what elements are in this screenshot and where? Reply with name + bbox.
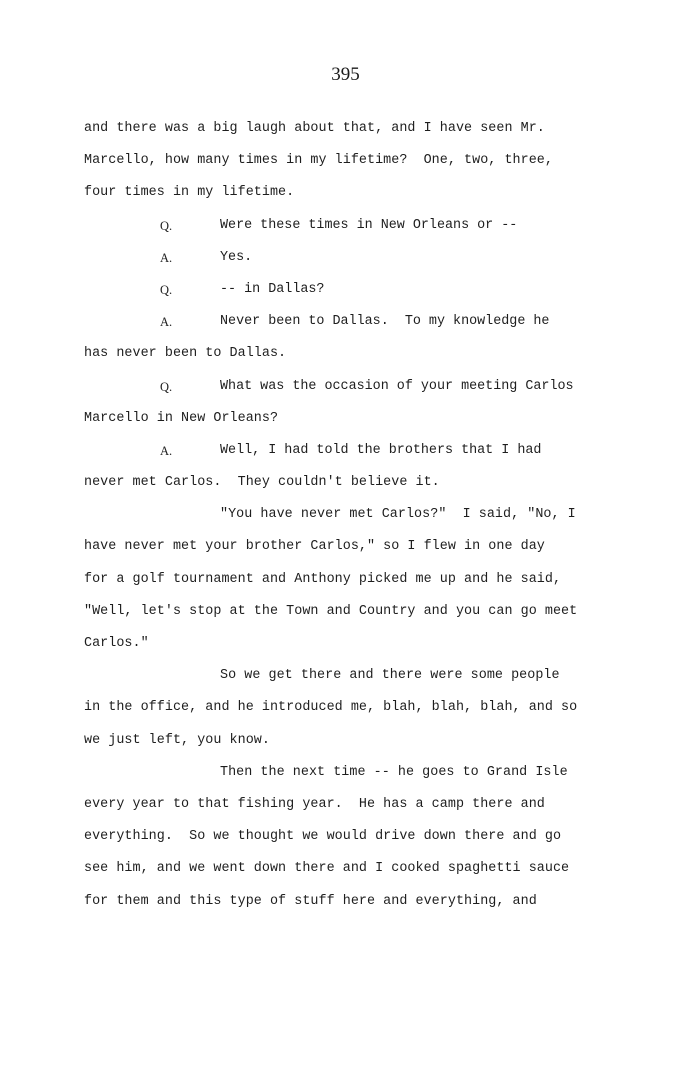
text-line: "Well, let's stop at the Town and Country and you can go meet: [84, 603, 578, 619]
text-line: has never been to Dallas.: [84, 346, 287, 362]
text-line: everything. So we thought we would drive down there and go: [84, 829, 562, 845]
text-line: have never met your brother Carlos," so I flew in one day: [84, 539, 545, 555]
question-label: Q.: [160, 218, 173, 233]
text-line: in the office, and he introduced me, blah, blah, blah, and so: [84, 700, 578, 716]
text-line: never met Carlos. They couldn't believe it.: [84, 475, 440, 491]
text-line: see him, and we went down there and I cooked spaghetti sauce: [84, 861, 570, 877]
transcript-body: [84, 118, 624, 923]
answer-line: [84, 440, 624, 472]
text-line: for them and this type of stuff here and everything, and: [84, 893, 537, 909]
text-line: Marcello in New Orleans?: [84, 410, 279, 426]
question-label: Q.: [160, 379, 173, 394]
text-line: Marcello, how many times in my lifetime? One, two, three,: [84, 153, 553, 169]
question-text: Were these times in New Orleans or --: [220, 217, 518, 233]
question-line: [84, 376, 624, 408]
question-text: What was the occasion of your meeting Carlos: [220, 378, 574, 394]
answer-text: Well, I had told the brothers that I had: [220, 442, 542, 458]
text-line: and there was a big laugh about that, and I have seen Mr.: [84, 121, 545, 136]
answer-text: Never been to Dallas. To my knowledge he: [220, 314, 550, 330]
question-label: Q.: [160, 282, 173, 297]
text-line: Carlos.": [84, 636, 149, 651]
paragraph-start-line: Then the next time -- he goes to Grand Isle: [220, 764, 568, 780]
text-line: every year to that fishing year. He has a camp there and: [84, 796, 545, 812]
answer-line: [84, 247, 624, 279]
answer-label: A.: [160, 443, 173, 458]
text-line: for a golf tournament and Anthony picked me up and he said,: [84, 571, 562, 587]
question-line: [84, 215, 624, 247]
answer-text: Yes.: [220, 249, 253, 265]
text-line: we just left, you know.: [84, 732, 270, 748]
answer-label: A.: [160, 315, 173, 330]
answer-label: A.: [160, 250, 173, 265]
question-text: -- in Dallas?: [220, 281, 325, 297]
answer-line: [84, 311, 624, 343]
text-line: four times in my lifetime.: [84, 185, 295, 201]
question-line: [84, 279, 624, 311]
paragraph-start-line: "You have never met Carlos?" I said, "No, I: [220, 507, 576, 523]
page-number: 395: [331, 64, 360, 85]
paragraph-start-line: So we get there and there were some people: [220, 668, 560, 684]
